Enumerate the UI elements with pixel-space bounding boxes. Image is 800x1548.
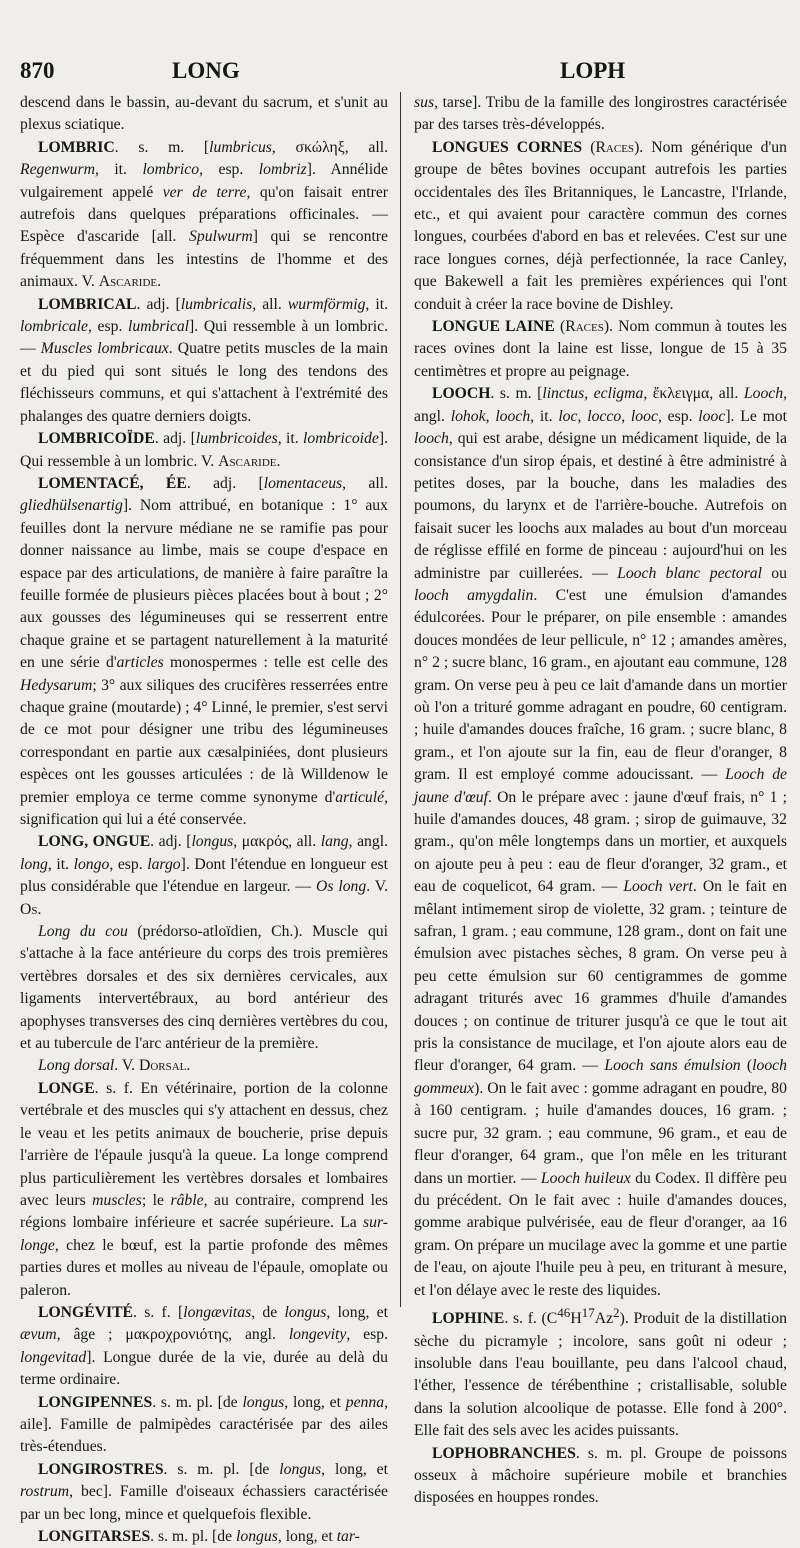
entry-long-dorsal: Long dorsal. V. Dorsal. <box>38 1057 191 1075</box>
column-divider <box>400 92 401 1307</box>
entry-lomentace: LOMENTACÉ, ÉE. adj. [lomentaceus, all. gliedhülsenartig]. Nom attribué, en botanique : 1° aux feuilles dont la nervure médiane ne se ramifie pas pour donner naissance au limbe, mais se coupe d'espace en espace par des articulations, de manière à faire paraître la feuille formée de plusieurs pièces placées bout à bout ; 2° aux gousses des légumineuses qui se resserrent entre chaque graine et se partagent naturellement à la maturité en une série d'articles monospermes : telle est celle des Hedysarum; 3° aux siliques des crucifères resserrées entre chaque graine (moutarde) ; 4° Linné, le premier, s'est servi de ce mot pour désigner une tribu des légumineuses correspondant en partie aux cæsalpiniées, dont plusieurs espèces ont les gousses articulées : de là Willdenow le premier employa ce terme comme synonyme d'articulé, signification qui lui a été conservée. <box>20 474 388 828</box>
entry-longitarses: LONGITARSES. s. m. pl. [de longus, long, et tar- <box>38 1528 360 1545</box>
entry-longevite: LONGÉVITÉ. s. f. [longævitas, de longus, long, et ævum, âge ; μακροχρονιότης, angl. longevity, esp. longevitad]. Longue durée de la vie, durée au delà du terme ordinaire. <box>20 1303 389 1389</box>
entry-lombricoide: LOMBRICOÏDE. adj. [lumbricoides, it. lombricoide]. Qui ressemble à un lombric. V. Ascaride. <box>20 430 388 470</box>
entry-longe: LONGE. s. f. En vétérinaire, portion de la colonne vertébrale et des muscles qui s'y attachent en dessus, chez le veau et les petits animaux de boucherie, prise depuis l'arrière de l'épaule jusqu'à la queue. La longe comprend plus particulièrement les vertèbres dorsales et lombaires avec leurs muscles; le râble, au contraire, comprend les régions lombaire inférieure et sacrée supérieure. La sur-longe, chez le bœuf, est la partie profonde des mêmes parties dures et molles au niveau de l'épaule, omoplate ou paleron. <box>20 1079 389 1299</box>
page-header <box>0 52 800 92</box>
entry-looch: LOOCH. s. m. [linctus, ecligma, ἔκλειγμα, all. Looch, angl. lohok, looch, it. loc, locco, looc, esp. looc]. Le mot looch, qui est arabe, désigne un médicament liquide, de la consistance d'un sirop épais, et destiné à être administré à petites doses, par la bouche, dans les maladies des poumons, du larynx et de l'arrière-bouche. Autrefois on faisait sucer les loochs aux malades au bout d'un morceau de réglisse effilé en forme de pinceau : aujourd'hui on les administre par cuillerées. — Looch blanc pectoral ou looch amygdalin. C'est une émulsion d'amandes édulcorées. Pour le préparer, on pile ensemble : amandes douces mondées de leur pellicule, n° 12 ; amandes amères, n° 2 ; sucre blanc, 16 gram., en ajoutant eau commune, 128 gram. On verse peu à peu ce lait d'amande dans un mortier où l'on a trituré gomme adragant en poudre, 60 centigram. ; huile d'amandes douces fraîche, 16 gram. ; sucre blanc, 8 gram., et l'on ajoute sur la fin, eau de fleur d'oranger, 8 gram. Il est employé comme adoucissant. — Looch de jaune d'œuf. On le prépare avec : jaune d'œuf frais, n° 1 ; huile d'amandes douces, 48 gram. ; sirop de guimauve, 32 gram., qu'on mêle longtemps dans un mortier, et auxquels on ajoute peu à peu : eau de fleur d'oranger, 32 gram., et eau de coquelicot, 64 gram. — Looch vert. On le fait en mêlant intimement sirop de violette, 32 gram. ; teinture de safran, 1 gram. ; eau commune, 128 gram., dont on fait une émulsion avec pistaches sèches, 8 gram. On verse peu à peu cette émulsion sur 60 centigrammes de gomme adragant triturés avec 16 grammes d'huile d'amandes douces ; on continue de triturer jusqu'à ce que le tout ait pris la consistance de mucilage, et l'on ajoute alors eau de fleur d'oranger, 64 gram. — Looch sans émulsion (looch gommeux). On le fait avec : gomme adragant en poudre, 80 à 160 centigram. ; huile d'amandes douces, 16 gram. ; sucre pur, 32 gram. ; eau commune, 96 gram., et eau de fleur d'oranger, 64 gram., que l'on mêle en les triturant dans un mortier. — Looch huileux du Codex. Il diffère peu du précédent. On le fait avec : huile d'amandes douces, gomme arabique pulvérisée, eau de fleur d'oranger, aa 16 gram. On prépare un mucilage avec la gomme et une partie de l'eau, on ajoute l'huile peu à peu, en triturant à mesure, et l'on délaye avec le reste des liquides. <box>414 385 788 1299</box>
entry-lombric-cont: descend dans le bassin, au-devant du sacrum, et s'unit au plexus sciatique. <box>20 94 388 134</box>
entry-lophobranches: LOPHOBRANCHES. s. m. pl. Groupe de poissons osseux à mâchoire supérieure mobile et branchies disposées en houppes rondes. <box>414 1444 787 1507</box>
entry-longues-cornes: LONGUES CORNES (Races). Nom générique d'un groupe de bêtes bovines occupant autrefois les parties occidentales des îles Britanniques, le Lancastre, l'Irlande, etc., et qui avaient pour caractère commun des cornes longues, courbées d'abord en bas et relevées. C'est sur une race longues cornes, déjà perfectionnée, la race Canley, que Bakewell a fait les premières expériences qui l'ont conduit à créer la race bovine de Dishley. <box>414 138 787 313</box>
entry-longirostres: LONGIROSTRES. s. m. pl. [de longus, long, et rostrum, bec]. Famille d'oiseaux échassiers caractérisée par un bec long, mince et quelquefois flexible. <box>20 1460 388 1523</box>
entry-lombrical: LOMBRICAL. adj. [lumbricalis, all. wurmförmig, it. lombricale, esp. lumbrical]. Qui ressemble à un lombric.— Muscles lombricaux. Quatre petits muscles de la main et du pied qui sont situés le long des tendons des fléchisseurs communs, et qui s'attachent à l'extrémité des phalanges des quatre derniers doigts. <box>20 295 389 425</box>
guide-word-left: LONG <box>172 58 240 83</box>
entry-lophine: LOPHINE. s. f. $(C^{46}H^{17}Az^2)$. Produit de la distillation sèche du picramyle ; incolore, sans goût ni odeur ; insoluble dans l'eau bouillante, peu dans l'alcool chaud, l'éther, l'essence de térébenthine ; cristallisable, soluble dans la solution alcoolique de potasse. Elle fond à 200°. Elle fait des sels avec les acides puissants. <box>414 1304 787 1440</box>
page-number: 870 <box>20 58 55 83</box>
entry-long: LONG, ONGUE. adj. [longus, μακρός, all. lang, angl. long, it. longo, esp. largo]. Dont l'étendue en longueur est plus considérable que l'étendue en largeur. — Os long. V. Os. <box>20 833 388 918</box>
entry-long-du-cou: Long du cou (prédorso-atloïdien, Ch.). Muscle qui s'attache à la face antérieure du corps des trois premières vertèbres dorsales et des six dernières cervicales, aux ligaments intervertébraux, au bord antérieur des apophyses transverses des cinq dernières vertèbres du cou, et au tubercule de l'arc antérieur de la première. <box>20 923 388 1053</box>
right-column <box>414 92 787 1510</box>
entry-lombric: LOMBRIC. s. m. [lumbricus, σκώληξ, all. Regenwurm, it. lombrico, esp. lombriz]. Annélide vulgairement appelé ver de terre, qu'on faisait entrer autrefois dans quelques préparations officinales. — Espèce d'ascaride [all. Spulwurm] qui se rencontre fréquemment dans les intestins de l'homme et des animaux. V. Ascaride. <box>20 138 389 291</box>
entry-longitarses-cont: sus, tarse]. Tribu de la famille des longirostres caractérisée par des tarses très-développés. <box>414 94 787 134</box>
entry-longue-laine: LONGUE LAINE (Races). Nom commun à toutes les races ovines dont la laine est lisse, longue de 15 à 35 centimètres et propre au peignage. <box>414 318 787 380</box>
guide-word-right: LOPH <box>560 58 626 83</box>
entry-longipennes: LONGIPENNES. s. m. pl. [de longus, long, et penna, aile]. Famille de palmipèdes caractérisée par des ailes très-étendues. <box>20 1393 388 1456</box>
left-column <box>20 92 388 1548</box>
